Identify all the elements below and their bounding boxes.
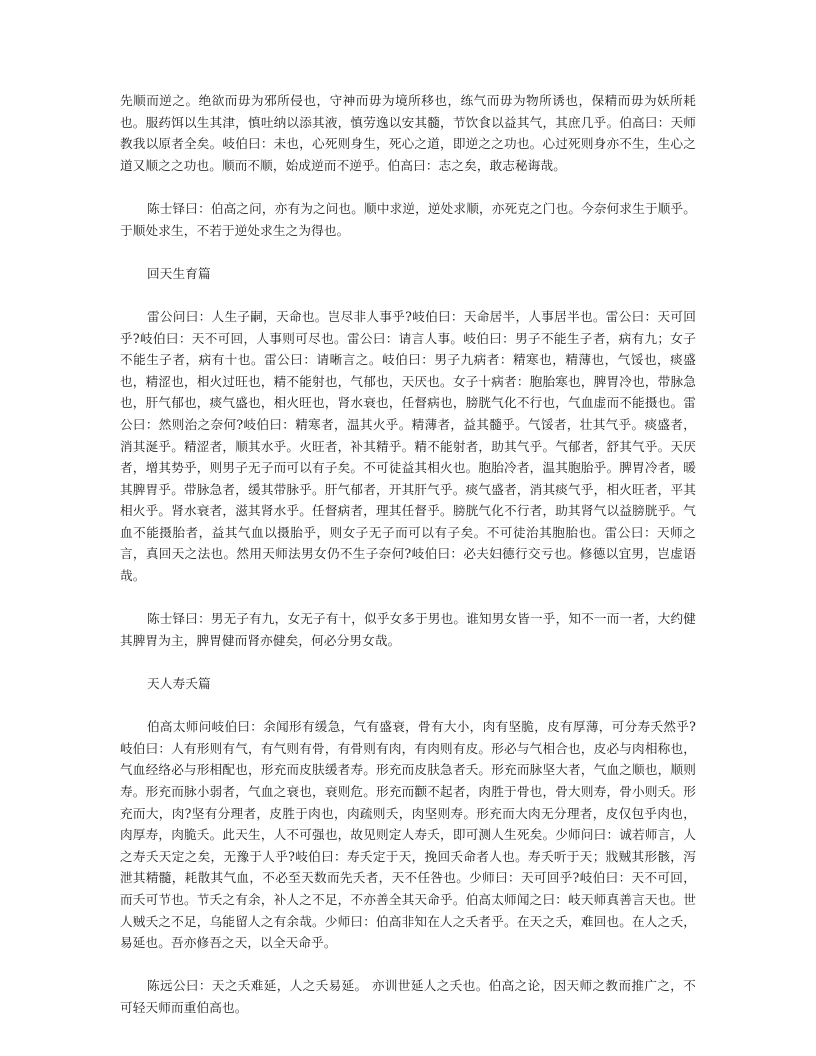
paragraph-gap — [120, 695, 696, 717]
paragraph-gap — [120, 954, 696, 976]
document-page — [120, 90, 696, 1019]
paragraph-gap — [120, 651, 696, 673]
paragraph-6-commentary: 陈远公曰：天之夭难延，人之夭易延。 亦训世延人之夭也。伯高之论，因天师之教而推广之，不可轻天师而重伯高也。 — [120, 978, 696, 1015]
section-heading-1: 回天生育篇 — [147, 265, 211, 281]
paragraph-5: 伯高太师问岐伯曰：余闻形有缓急，气有盛衰，骨有大小，肉有坚脆，皮有厚薄，可分寿夭然乎?岐伯曰：人有形则有气，有气则有骨，有骨则有肉，有肉则有皮。形必与气相合也，皮必与肉相称也，气血经络必与形相配也，形充而皮肤缓者寿。形充而皮肤急者夭。形充而脉坚大者，气血之顺也，顺则寿。形充而脉小弱者，气血之衰也，衰则危。形充而颧不起者，肉胜于骨也，骨大则寿，骨小则夭。形充而大，肉?坚有分理者，皮胜于肉也，肉疏则夭，肉坚则寿。形充而大肉无分理者，皮仅包乎肉也，肉厚寿，肉脆夭。此天生，人不可强也，故见则定人寿夭，即可测人生死矣。少师问曰：诚若师言，人之寿夭天定之矣，无豫于人乎?岐伯曰：寿夭定于天，挽回夭命者人也。寿夭听于天；戕贼其形骸，泻泄其精髓，耗散其气血，不必至天数而先夭者，天不任咎也。少师曰：天可回乎?岐伯曰：天不可回，而夭可节也。节夭之有余，补人之不足，不亦善全其天命乎。伯高太师闻之曰：岐天师真善言天也。世人贼夭之不足，乌能留人之有余哉。少师曰：伯高非知在人之夭者乎。在天之夭，难回也。在人之夭，易延也。吾亦修吾之天，以全天命乎。 — [120, 719, 696, 951]
paragraph-gap — [120, 176, 696, 198]
paragraph-4-commentary: 陈士铎曰：男无子有九，女无子有十，似乎女多于男也。谁知男女皆一乎，知不一而一者，大约健其脾胃为主，脾胃健而肾亦健矣，何必分男女哉。 — [120, 611, 696, 648]
paragraph-gap — [120, 284, 696, 306]
paragraph-3: 雷公问曰：人生子嗣，天命也。岂尽非人事乎?岐伯曰：天命居半，人事居半也。雷公曰：天可回乎?岐伯曰：天不可回，人事则可尽也。雷公曰：请言人事。岐伯曰：男子不能生子者，病有九；女子不能生子者，病有十也。雷公曰：请晰言之。岐伯曰：男子九病者：精寒也，精薄也，气馁也，痰盛也，精涩也，相火过旺也，精不能射也，气郁也，天厌也。女子十病者：胞胎寒也，脾胃冷也，带脉急也，肝气郁也，痰气盛也，相火旺也，肾水衰也，任督病也，膀胱气化不行也，气血虚而不能摄也。雷公曰：然则治之奈何?岐伯曰：精寒者，温其火乎。精薄者，益其髓乎。气馁者，壮其气乎。痰盛者，消其涎乎。精涩者，顺其水乎。火旺者，补其精乎。精不能射者，助其气乎。气郁者，舒其气乎。天厌者，增其势乎，则男子无子而可以有子矣。不可徒益其相火也。胞胎冷者，温其胞胎乎。脾胃冷者，暖其脾胃乎。带脉急者，缓其带脉乎。肝气郁者，开其肝气乎。痰气盛者，消其痰气乎，相火旺者，平其相火乎。肾水衰者，滋其肾水乎。任督病者，理其任督乎。膀胱气化不行者，助其肾气以益膀胱乎。气血不能摄胎者，益其气血以摄胎乎，则女子无子而可以有子矣。不可徒治其胞胎也。雷公曰：天师之言，真回天之法也。然用天师法男女仍不生子奈何?岐伯曰：必夫妇德行交亏也。修德以宜男，岂虚语哉。 — [120, 308, 696, 584]
paragraph-1: 先顺而逆之。绝欲而毋为邪所侵也，守神而毋为境所移也，练气而毋为物所诱也，保精而毋为妖所耗也。服药饵以生其津，慎吐纳以添其液，慎劳逸以安其髓，节饮食以益其气，其庶几乎。伯高曰：天师教我以原者全矣。岐伯曰：未也，心死则身生，死心之道，即逆之之功也。心过死则身亦不生，生心之道又顺之之功也。顺而不顺，始成逆而不逆乎。伯高曰：志之矣，敢志秘诲哉。 — [120, 93, 696, 173]
paragraph-gap — [120, 241, 696, 263]
paragraph-2-commentary: 陈士铎曰：伯高之问，亦有为之问也。顺中求逆，逆处求顺，亦死克之门也。今奈何求生于顺乎。于顺处求生，不若于逆处求生之为得也。 — [120, 200, 696, 238]
section-heading-2: 天人寿夭篇 — [147, 676, 211, 692]
paragraph-gap — [120, 587, 696, 609]
